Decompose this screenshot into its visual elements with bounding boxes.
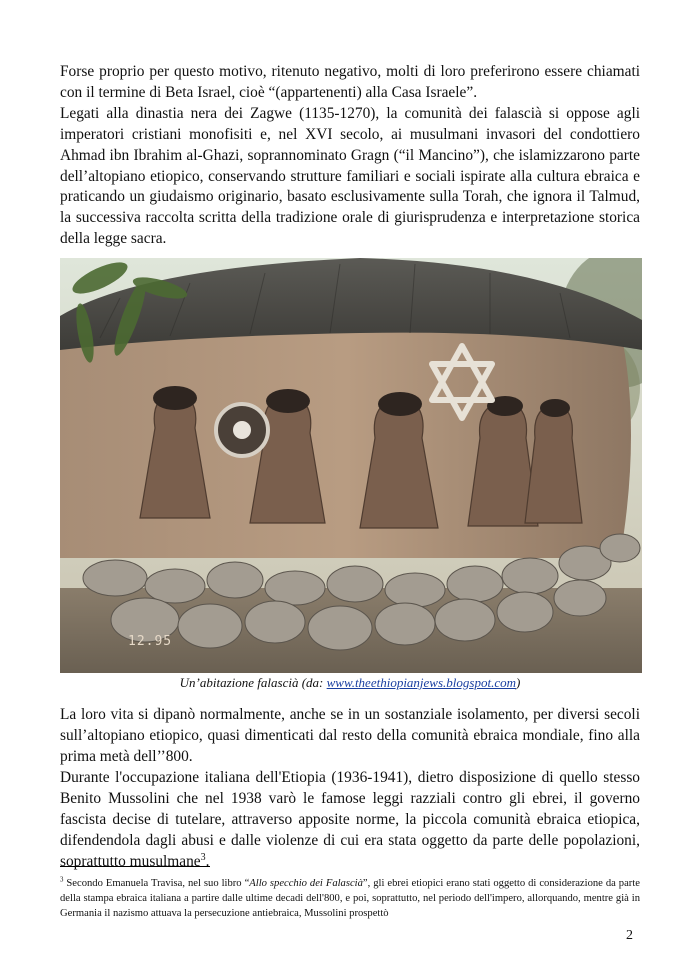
footnote-divider xyxy=(60,866,210,867)
photo-date-stamp: 12.95 xyxy=(128,634,173,650)
paragraph-zagwe: Legati alla dinastia nera dei Zagwe (1135-1270), la comunità dei falascià si oppose agli imperatori cristiani monofisiti e, nel XVI secolo, ai musulmani invasori del condottiero Ahmad ibn Ibrahim al-Ghazi, soprannominato Gragn (“il Mancino”), che islamizzarono parte dell’altopiano etiopico, conservando strutture familiari e sociali ispirate alla cultura ebraica e praticando un giudaismo originario, basato esclusivamente sulla Torah, che ignora il Talmud, la successiva raccolta scritta della tradizione orale di giurisprudenza e interpretazione storica della legge sacra. xyxy=(60,104,640,248)
caption-end: ) xyxy=(515,675,521,691)
caption-link[interactable]: www.theethiopianjews.blogspot.com xyxy=(326,675,516,691)
footnote-reference[interactable]: 3 xyxy=(200,851,206,863)
footnote-rest: ”, gli ebrei etiopici erano stati oggetto di considerazione da parte della stampa ebraica italiana a partire dalle ultime decadi dell'800, e poi, soprattutto, nel periodo dell'impero, allorquando, mentre già in Germania il nazismo attuava la persecuzione antiebraica, Mussolini prospettò xyxy=(60,878,640,919)
falascia-house-photo xyxy=(60,258,642,673)
page-number: 2 xyxy=(626,928,633,943)
paragraph-occupation: Durante l'occupazione italiana dell'Etiopia (1936-1941), dietro disposizione di quello stesso Benito Mussolini che nel 1938 varò le famose leggi razziali contro gli ebrei, il governo fascista decise di tutelare, attraverso apposite norme, la piccola comunità ebraica etiopica, difendendola dagli abusi e dalle violenze di cui era stata oggetto da parte delle popolazioni, soprattutto musulmane$^3$. xyxy=(60,768,640,870)
document-page xyxy=(60,62,640,872)
footnote xyxy=(60,876,640,921)
footnote-book-title: Allo specchio dei Falascià xyxy=(249,878,363,889)
paragraph-isolation: La loro vita si dipanò normalmente, anche se in un sostanziale isolamento, per diversi secoli sull’altopiano etiopico, quasi dimenticati dal resto della comunità ebraica mondiale, fino alla prima metà dell’’800. xyxy=(60,706,640,765)
caption-text: Un’abitazione falascià (da: xyxy=(179,675,327,691)
paragraph-occupation-text: Durante l'occupazione italiana dell'Etiopia (1936-1941), dietro disposizione di quello stesso Benito Mussolini che nel 1938 varò le famose leggi razziali contro gli ebrei, il governo fascista decise di tutelare, attraverso apposite norme, la piccola comunità ebraica etiopica, difendendola dagli abusi e dalle violenze di cui era stata oggetto da parte delle popolazioni, soprattutto musulmane xyxy=(60,768,640,870)
house-illustration xyxy=(60,258,642,673)
footnote-lead: Secondo Emanuela Travisa, nel suo libro “ xyxy=(63,878,250,889)
footnote-number: 3 xyxy=(60,876,64,884)
figure-caption xyxy=(60,675,640,691)
paragraph-beta-israel: Forse proprio per questo motivo, ritenuto negativo, molti di loro preferirono essere chiamati con il termine di Beta Israel, cioè “(appartenenti) alla Casa Israele”. xyxy=(60,63,640,101)
